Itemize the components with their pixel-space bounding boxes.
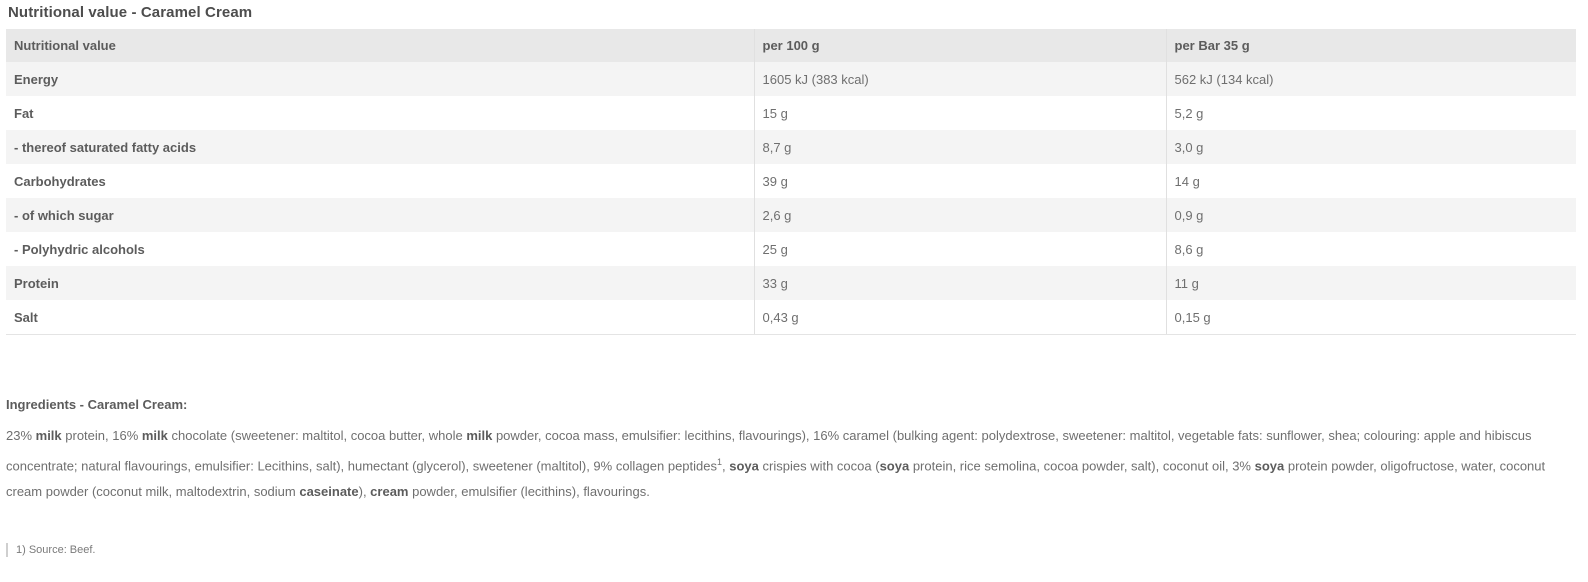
row-value-per-bar: 0,9 g (1166, 198, 1576, 232)
row-value-per-100g: 0,43 g (754, 300, 1166, 335)
row-label: Energy (6, 62, 754, 96)
row-value-per-bar: 0,15 g (1166, 300, 1576, 335)
row-value-per-bar: 14 g (1166, 164, 1576, 198)
row-value-per-100g: 25 g (754, 232, 1166, 266)
row-label: - of which sugar (6, 198, 754, 232)
table-row (6, 62, 1576, 96)
table-row (6, 96, 1576, 130)
row-value-per-bar: 11 g (1166, 266, 1576, 300)
column-header-per-bar: per Bar 35 g (1166, 29, 1576, 62)
table-header-row (6, 29, 1576, 62)
row-label: Protein (6, 266, 754, 300)
table-row (6, 130, 1576, 164)
row-label: Salt (6, 300, 754, 335)
column-header-per-100g: per 100 g (754, 29, 1166, 62)
row-label: Fat (6, 96, 754, 130)
ingredients-section (0, 397, 1588, 505)
row-label: - thereof saturated fatty acids (6, 130, 754, 164)
table-row (6, 300, 1576, 335)
nutrition-table (6, 29, 1576, 335)
page-title: Nutritional value - Caramel Cream (8, 4, 253, 21)
ingredients-title: Ingredients - Caramel Cream: (6, 397, 188, 412)
footnote: 1) Source: Beef. (6, 543, 1588, 557)
table-row (6, 198, 1576, 232)
row-label: - Polyhydric alcohols (6, 232, 754, 266)
column-header-label: Nutritional value (6, 29, 754, 62)
row-label: Carbohydrates (6, 164, 754, 198)
row-value-per-100g: 8,7 g (754, 130, 1166, 164)
row-value-per-bar: 562 kJ (134 kcal) (1166, 62, 1576, 96)
row-value-per-bar: 5,2 g (1166, 96, 1576, 130)
table-row (6, 232, 1576, 266)
table-row (6, 266, 1576, 300)
ingredients-text: 23% milk protein, 16% milk chocolate (sweetener: maltitol, cocoa butter, whole milk powder, cocoa mass, emulsifier: lecithins, flavourings), 16% caramel (bulking agent: polydextrose, sweetener: maltitol, vegetable fats: sunflower, shea; colouring: apple and hibiscus concentrate; natural flavourings, emulsifier: Lecithins, salt), humectant (glycerol), sweetener (maltitol), 9% collagen peptides$^1$, soya crispies with cocoa (soya protein, rice semolina, cocoa powder, salt), coconut oil, 3% soya protein powder, oligofructose, water, coconut cream powder (coconut milk, maltodextrin, sodium caseinate), cream powder, emulsifier (lecithins), flavourings. (6, 428, 1546, 500)
row-value-per-bar: 3,0 g (1166, 130, 1576, 164)
nutrition-table-body (6, 62, 1576, 335)
row-value-per-bar: 8,6 g (1166, 232, 1576, 266)
row-value-per-100g: 39 g (754, 164, 1166, 198)
row-value-per-100g: 15 g (754, 96, 1166, 130)
row-value-per-100g: 2,6 g (754, 198, 1166, 232)
row-value-per-100g: 1605 kJ (383 kcal) (754, 62, 1166, 96)
row-value-per-100g: 33 g (754, 266, 1166, 300)
table-row (6, 164, 1576, 198)
